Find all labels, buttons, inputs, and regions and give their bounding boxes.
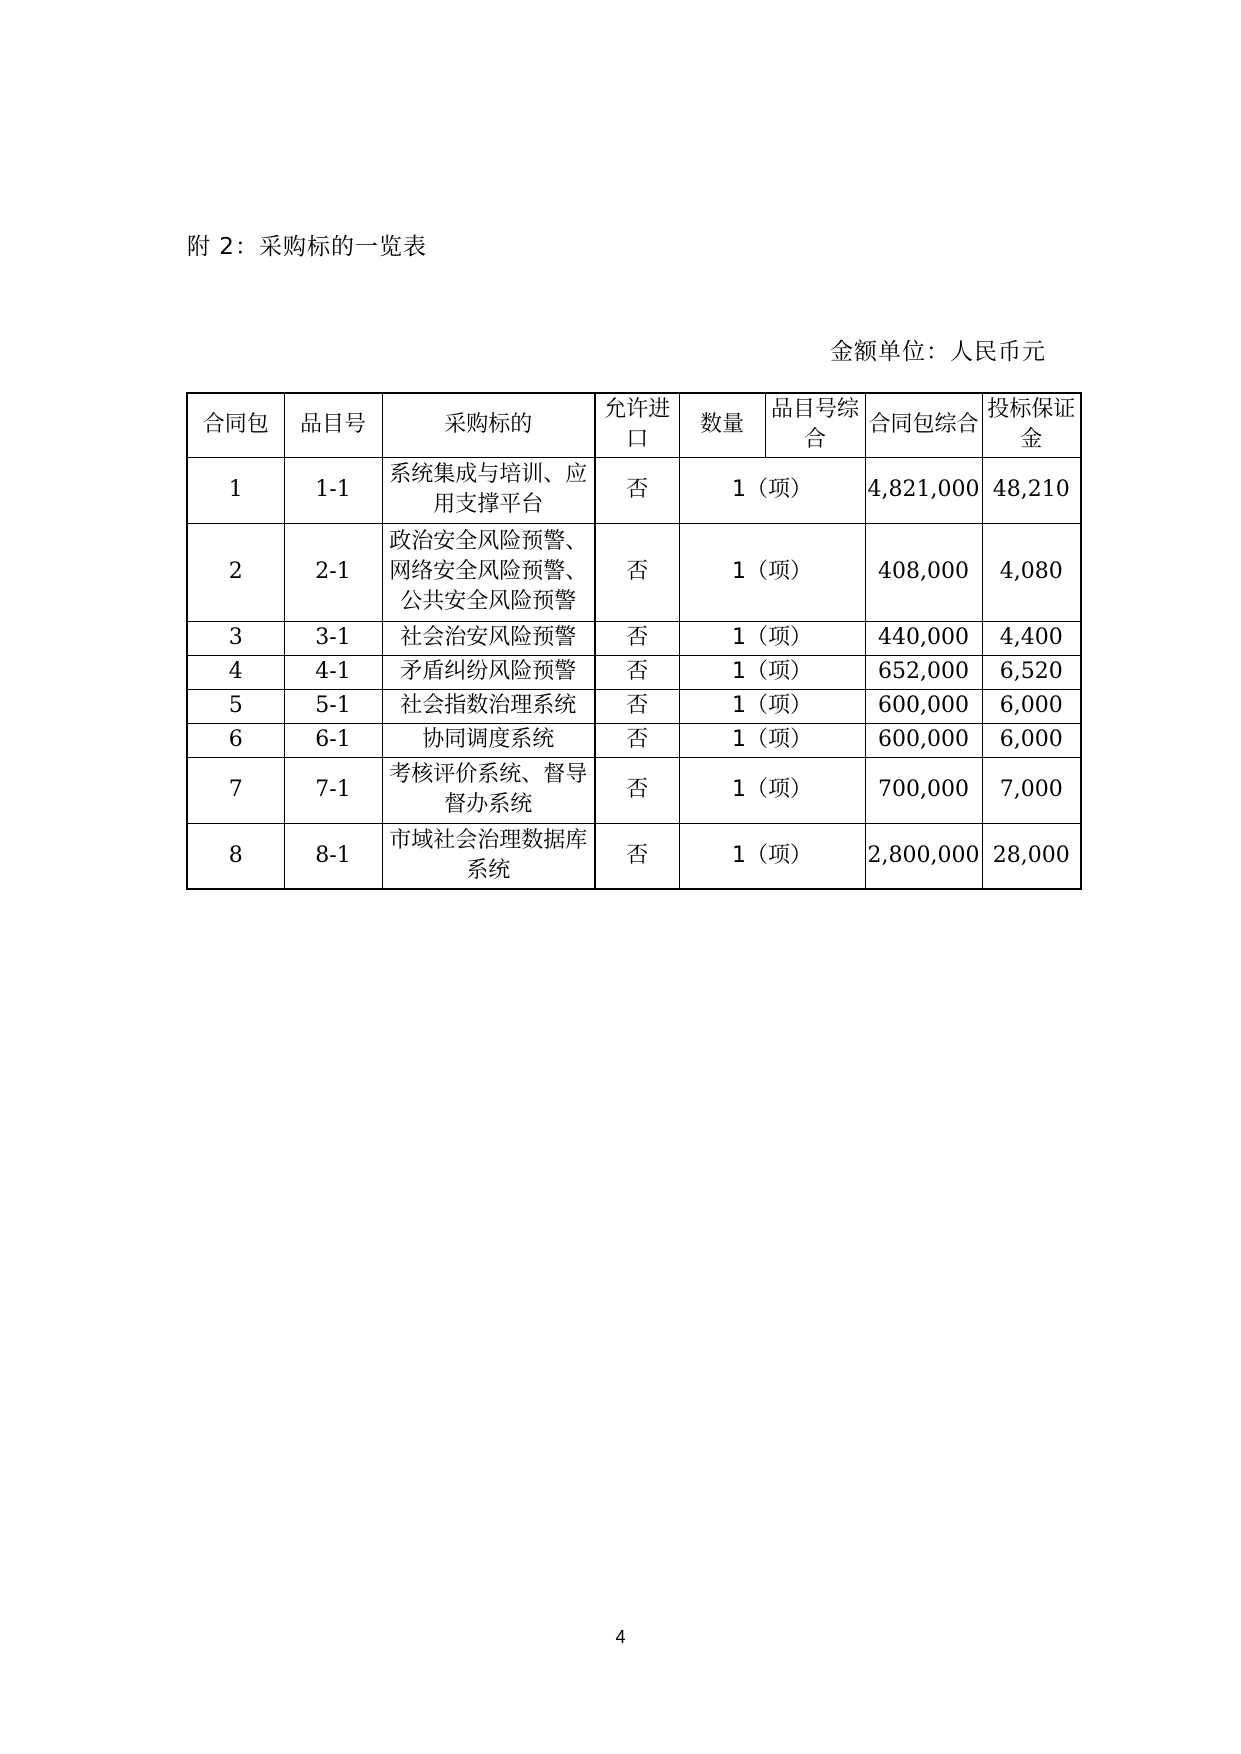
amount-unit-note: 金额单位：人民币元 bbox=[830, 339, 1046, 365]
table-header bbox=[187, 393, 1081, 457]
cell-subject: 市域社会治理数据库系统 bbox=[382, 823, 595, 889]
table-row bbox=[187, 621, 1081, 655]
cell-deposit: 4,080 bbox=[982, 523, 1081, 621]
cell-item-no: 2-1 bbox=[284, 523, 382, 621]
header-item-total: 品目号综合 bbox=[765, 393, 865, 457]
cell-item-no: 7-1 bbox=[284, 757, 382, 823]
cell-quantity: 1（项） bbox=[679, 655, 865, 689]
header-item-no: 品目号 bbox=[284, 393, 382, 457]
cell-import-allowed: 否 bbox=[595, 523, 679, 621]
header-row bbox=[187, 393, 1081, 457]
header-package-total: 合同包综合 bbox=[865, 393, 982, 457]
cell-deposit: 48,210 bbox=[982, 457, 1081, 523]
cell-package-total: 600,000 bbox=[865, 723, 982, 757]
cell-quantity: 1（项） bbox=[679, 621, 865, 655]
table-row bbox=[187, 523, 1081, 621]
table-row bbox=[187, 823, 1081, 889]
table-row bbox=[187, 689, 1081, 723]
table-row bbox=[187, 457, 1081, 523]
header-package: 合同包 bbox=[187, 393, 284, 457]
cell-subject: 矛盾纠纷风险预警 bbox=[382, 655, 595, 689]
procurement-items-table bbox=[186, 392, 1082, 890]
cell-subject: 考核评价系统、督导督办系统 bbox=[382, 757, 595, 823]
cell-package: 1 bbox=[187, 457, 284, 523]
cell-import-allowed: 否 bbox=[595, 723, 679, 757]
cell-package: 3 bbox=[187, 621, 284, 655]
cell-package: 5 bbox=[187, 689, 284, 723]
cell-quantity: 1（项） bbox=[679, 757, 865, 823]
cell-package: 7 bbox=[187, 757, 284, 823]
cell-item-no: 4-1 bbox=[284, 655, 382, 689]
cell-package-total: 440,000 bbox=[865, 621, 982, 655]
cell-deposit: 7,000 bbox=[982, 757, 1081, 823]
cell-deposit: 6,000 bbox=[982, 723, 1081, 757]
cell-deposit: 6,000 bbox=[982, 689, 1081, 723]
header-quantity: 数量 bbox=[679, 393, 765, 457]
cell-subject: 社会指数治理系统 bbox=[382, 689, 595, 723]
cell-import-allowed: 否 bbox=[595, 757, 679, 823]
cell-package: 8 bbox=[187, 823, 284, 889]
cell-package-total: 652,000 bbox=[865, 655, 982, 689]
cell-package: 4 bbox=[187, 655, 284, 689]
cell-package-total: 600,000 bbox=[865, 689, 982, 723]
cell-package-total: 4,821,000 bbox=[865, 457, 982, 523]
cell-package-total: 408,000 bbox=[865, 523, 982, 621]
cell-quantity: 1（项） bbox=[679, 457, 865, 523]
cell-deposit: 4,400 bbox=[982, 621, 1081, 655]
cell-import-allowed: 否 bbox=[595, 823, 679, 889]
table-row bbox=[187, 655, 1081, 689]
cell-quantity: 1（项） bbox=[679, 823, 865, 889]
cell-subject: 协同调度系统 bbox=[382, 723, 595, 757]
cell-package: 2 bbox=[187, 523, 284, 621]
table-row bbox=[187, 723, 1081, 757]
cell-deposit: 6,520 bbox=[982, 655, 1081, 689]
cell-item-no: 6-1 bbox=[284, 723, 382, 757]
cell-subject: 政治安全风险预警、网络安全风险预警、公共安全风险预警 bbox=[382, 523, 595, 621]
cell-quantity: 1（项） bbox=[679, 723, 865, 757]
cell-quantity: 1（项） bbox=[679, 689, 865, 723]
cell-import-allowed: 否 bbox=[595, 689, 679, 723]
header-import-allowed: 允许进口 bbox=[595, 393, 679, 457]
cell-subject: 社会治安风险预警 bbox=[382, 621, 595, 655]
table-body bbox=[187, 457, 1081, 889]
document-heading: 附 2：采购标的一览表 bbox=[187, 234, 427, 260]
table-row bbox=[187, 757, 1081, 823]
cell-package: 6 bbox=[187, 723, 284, 757]
cell-deposit: 28,000 bbox=[982, 823, 1081, 889]
cell-import-allowed: 否 bbox=[595, 457, 679, 523]
header-deposit: 投标保证金 bbox=[982, 393, 1081, 457]
header-subject: 采购标的 bbox=[382, 393, 595, 457]
cell-item-no: 1-1 bbox=[284, 457, 382, 523]
cell-import-allowed: 否 bbox=[595, 655, 679, 689]
page-number: 4 bbox=[615, 1627, 626, 1647]
cell-item-no: 5-1 bbox=[284, 689, 382, 723]
cell-subject: 系统集成与培训、应用支撑平台 bbox=[382, 457, 595, 523]
cell-quantity: 1（项） bbox=[679, 523, 865, 621]
cell-item-no: 8-1 bbox=[284, 823, 382, 889]
cell-import-allowed: 否 bbox=[595, 621, 679, 655]
cell-package-total: 700,000 bbox=[865, 757, 982, 823]
cell-item-no: 3-1 bbox=[284, 621, 382, 655]
cell-package-total: 2,800,000 bbox=[865, 823, 982, 889]
